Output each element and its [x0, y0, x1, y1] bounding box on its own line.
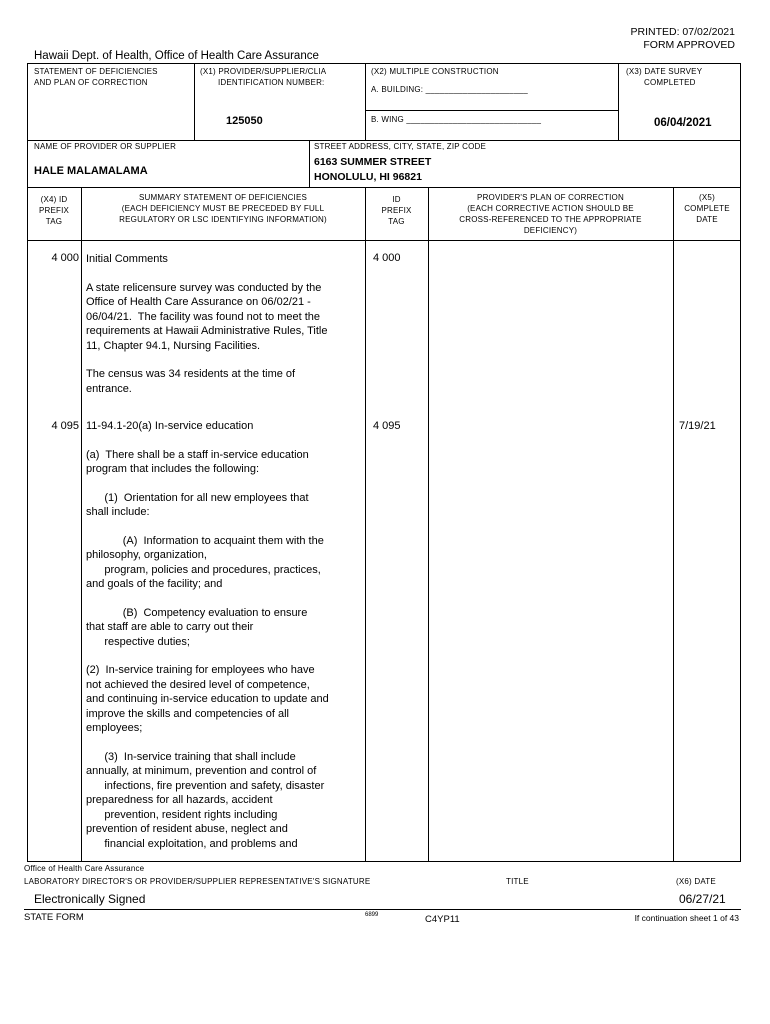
row-id-tag: 4 000 — [373, 252, 401, 264]
form-approved: FORM APPROVED — [643, 39, 735, 51]
deficiency-entry — [86, 251, 362, 396]
signature-date: 06/27/21 — [679, 892, 726, 906]
provider-id: 125050 — [226, 115, 263, 127]
x6-date-label: (X6) DATE — [676, 877, 716, 886]
printed-date: PRINTED: 07/02/2021 — [630, 26, 735, 38]
entry-title: 11-94.1-20(a) In-service education — [86, 420, 254, 432]
plan-column-header: PROVIDER'S PLAN OF CORRECTION (EACH CORRECTIVE ACTION SHOULD BE CROSS-REFERENCED TO THE APPROPRIATE DEFICIENCY) — [459, 193, 642, 235]
entry-paragraph: (A) Information to acquaint them with the philosophy, organization, program, policies and procedures, practices, and goals of the facility; and — [86, 534, 324, 590]
provider-name: HALE MALAMALAMA — [34, 165, 148, 177]
provider-name-label: NAME OF PROVIDER OR SUPPLIER — [34, 142, 177, 151]
complete-date: 7/19/21 — [679, 420, 716, 432]
x4-column-header: (X4) ID PREFIX TAG — [38, 195, 70, 226]
entry-paragraph: (B) Competency evaluation to ensure that staff are able to carry out their respective duties; — [86, 606, 308, 648]
signature-label: LABORATORY DIRECTOR'S OR PROVIDER/SUPPLIER REPRESENTATIVE'S SIGNATURE — [24, 877, 371, 886]
x3-label: (X3) DATE SURVEY COMPLETED — [626, 67, 703, 87]
address-line1: 6163 SUMMER STREET — [314, 156, 432, 168]
summary-column-header: SUMMARY STATEMENT OF DEFICIENCIES (EACH DEFICIENCY MUST BE PRECEDED BY FULL REGULATORY OR LSC IDENTIFYING INFORMATION) — [119, 193, 327, 224]
title-label: TITLE — [506, 877, 529, 886]
entry-paragraph: (a) There shall be a staff in-service education program that includes the following: — [86, 448, 309, 475]
building-field: A. BUILDING: ______________________ — [371, 85, 528, 94]
x1-label: (X1) PROVIDER/SUPPLIER/CLIA IDENTIFICATION NUMBER: — [200, 67, 327, 87]
survey-completed-date: 06/04/2021 — [654, 117, 712, 129]
entry-title: Initial Comments — [86, 253, 168, 265]
address-line2: HONOLULU, HI 96821 — [314, 171, 422, 183]
entry-paragraph: (2) In-service training for employees who have not achieved the desired level of competence, and continuing in-service education to update and improve the skills and competencies of all employees; — [86, 664, 329, 734]
form-code: 6899 — [365, 912, 379, 918]
address-label: STREET ADDRESS, CITY, STATE, ZIP CODE — [314, 142, 487, 151]
id-column-header: ID PREFIX TAG — [381, 195, 412, 226]
entry-paragraph: (1) Orientation for all new employees that shall include: — [86, 491, 309, 518]
wing-field: B. WING _____________________________ — [371, 115, 542, 124]
deficiency-entry — [86, 419, 362, 851]
statement-label: STATEMENT OF DEFICIENCIES AND PLAN OF CORRECTION — [34, 67, 158, 87]
entry-paragraph: The census was 34 residents at the time of entrance. — [86, 368, 296, 395]
state-form-label: STATE FORM — [24, 912, 84, 923]
continuation-sheet: If continuation sheet 1 of 43 — [634, 913, 739, 923]
entry-paragraph: (3) In-service training that shall include annually, at minimum, prevention and control of infections, fire prevention and safety, disaster preparedness for all hazards, accident prevention, resident rights including prevention of resident abuse, neglect and financial exploitation, and problems and — [86, 750, 325, 850]
row-id-tag: 4 095 — [373, 420, 401, 432]
signature-value: Electronically Signed — [34, 892, 146, 906]
footer-office: Office of Health Care Assurance — [24, 864, 145, 873]
row-tag: 4 000 — [51, 252, 79, 264]
entry-paragraph: A state relicensure survey was conducted by the Office of Health Care Assurance on 06/02/21 - 06/04/21. The facility was found not to meet the requirements at Hawaii Administrative Rules, Title 11, Chapter 94.1, Nursing Facilities. — [86, 281, 328, 352]
x5-column-header: (X5) COMPLETE DATE — [684, 193, 730, 224]
event-id: C4YP11 — [425, 914, 460, 925]
x2-label: (X2) MULTIPLE CONSTRUCTION — [371, 67, 499, 76]
agency-name: Hawaii Dept. of Health, Office of Health Care Assurance — [34, 50, 319, 62]
row-tag: 4 095 — [51, 420, 79, 432]
